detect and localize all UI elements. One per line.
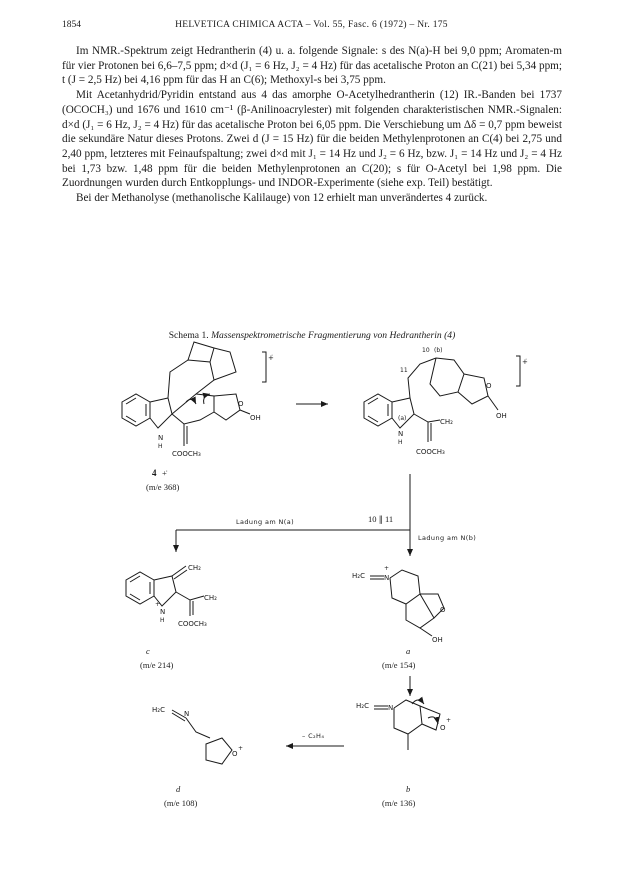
plus-label-a: + bbox=[384, 565, 390, 572]
nh-label: N bbox=[158, 434, 164, 442]
structure-open-intermediate bbox=[364, 347, 528, 456]
compound-4-charge: +̇ bbox=[162, 468, 167, 478]
fragment-b-mz: (m/e 136) bbox=[382, 798, 416, 808]
cooch3-label: COOCH₃ bbox=[172, 450, 201, 458]
scheme-caption-prefix: Schema 1. bbox=[168, 330, 209, 341]
running-head: HELVETICA CHIMICA ACTA – Vol. 55, Fasc. 6 (1972) – Nr. 175 bbox=[175, 20, 448, 30]
structure-fragment-a bbox=[352, 565, 446, 644]
fragment-a-label: a bbox=[406, 646, 411, 656]
n-label-d: N bbox=[184, 710, 190, 718]
ring-o-label-a: O bbox=[440, 606, 446, 614]
plus-label-b: + bbox=[446, 717, 452, 724]
nh-label-c: N bbox=[160, 608, 166, 616]
n-b-label: (b) bbox=[434, 347, 443, 354]
fragment-b-label: b bbox=[406, 784, 411, 794]
compound-4-label: 4 bbox=[152, 468, 157, 478]
fragment-c-label: c bbox=[146, 646, 150, 656]
c10-label: 10 bbox=[422, 347, 430, 354]
fragment-c-mz: (m/e 214) bbox=[140, 660, 174, 670]
h2c-label-b: H₂C bbox=[356, 702, 369, 710]
ch2-label-c2: CH₂ bbox=[204, 594, 217, 602]
radical-cation-label-2: +̇ bbox=[522, 358, 528, 366]
page-number: 1854 bbox=[62, 20, 81, 30]
compound-4-mz: (m/e 368) bbox=[146, 482, 180, 492]
radical-cation-label: +̇ bbox=[268, 354, 274, 362]
h2c-label-d: H₂C bbox=[152, 706, 165, 714]
ring-o-label: O bbox=[238, 400, 244, 408]
structure-compound-4 bbox=[122, 342, 274, 458]
ch2-label: CH₂ bbox=[440, 418, 453, 426]
h-label: H bbox=[158, 443, 163, 450]
bond-cleavage-label: 10 ∥ 11 bbox=[368, 514, 394, 524]
ring-o-label-d: O bbox=[232, 750, 238, 758]
cooch3-label-2: COOCH₃ bbox=[416, 448, 445, 456]
h-label-2: H bbox=[398, 439, 403, 446]
n-label-a: N bbox=[384, 574, 390, 582]
n-a-label: (a) bbox=[398, 415, 407, 422]
charge-n-a-label: Ladung am N(a) bbox=[236, 518, 295, 526]
paragraph-nmr-hedrantherin: Im NMR.-Spektrum zeigt Hedrantherin (4) u. a. folgende Signale: s des N(a)-H bei 9,0 ppm; Aromaten-m für vier Protonen bei 6,6–7,5 ppm; d×d (J₁ = 6 Hz, J₂ = 4 Hz) für das acetalische Proton an C(21) bei 5,34 ppm; t (J = 2,5 Hz) bei 4,16 ppm für das H an C(6); Methoxyl-s bei 3,75 ppm. bbox=[62, 45, 562, 87]
n-label-b: N bbox=[388, 704, 394, 712]
fragment-a-mz: (m/e 154) bbox=[382, 660, 416, 670]
h2c-label-a: H₂C bbox=[352, 572, 365, 580]
plus-label-d: + bbox=[238, 745, 244, 752]
ch2-label-c1: CH₂ bbox=[188, 564, 201, 572]
ring-o-label-2: O bbox=[486, 382, 492, 390]
oh-label: OH bbox=[250, 414, 261, 422]
paragraph-acetylhedrantherin: Mit Acetanhydrid/Pyridin entstand aus 4 das amorphe O-Acetylhedrantherin (12) IR.-Banden bei 1737 (OCOCH₃) und 1676 und 1610 cm⁻¹ (β-Anilinoacrylester) mit folgenden charakteristischen NMR.-Signalen: d×d (J₁ = 6 Hz, J₂ = 4 Hz) für das acetalische Proton bei 6,05 ppm. Die Verschiebung um Δδ = 0,7 ppm beweist die sekundäre Natur dieses Protons. Zwei d (J = 15 Hz) für die beiden Methylenprotonen an C(4) bei 2,75 und 2,40 ppm, letzteres mit Feinaufspaltung; zwei d×d mit J₁ = 14 Hz und J₂ = 6 Hz, bzw. J₁ = 14 Hz und J₂ = 4 Hz bei 1,73 bzw. 1,48 ppm für die beiden Methylenprotonen an C(20); s für O-Acetyl bei 1,98 ppm. Die Zuordnungen wurden durch Entkopplungs- und INDOR-Experimente (siehe exp. Teil) bestätigt. bbox=[62, 89, 562, 190]
paragraph-methanolysis: Bei der Methanolyse (methanolische Kalilauge) von 12 erhielt man unverändertes 4 zurück. bbox=[76, 192, 488, 205]
ring-o-label-b: O bbox=[440, 724, 446, 732]
loss-c2h4-label: – C₂H₄ bbox=[302, 732, 325, 740]
scheme-caption-title: Massenspektrometrische Fragmentierung von Hedrantherin (4) bbox=[211, 330, 456, 341]
structure-fragment-b bbox=[356, 700, 451, 750]
oh-label-a: OH bbox=[432, 636, 443, 644]
fragment-d-label: d bbox=[176, 784, 181, 794]
c11-label: 11 bbox=[400, 367, 408, 374]
nh-label-2: N bbox=[398, 430, 404, 438]
plus-label-c: + bbox=[155, 601, 161, 608]
structure-fragment-c bbox=[126, 564, 217, 628]
fragment-d-mz: (m/e 108) bbox=[164, 798, 198, 808]
structure-fragment-d bbox=[152, 706, 243, 764]
charge-n-b-label: Ladung am N(b) bbox=[418, 534, 477, 542]
h-label-c: H bbox=[160, 617, 165, 624]
oh-label-2: OH bbox=[496, 412, 507, 420]
cooch3-label-c: COOCH₃ bbox=[178, 620, 207, 628]
